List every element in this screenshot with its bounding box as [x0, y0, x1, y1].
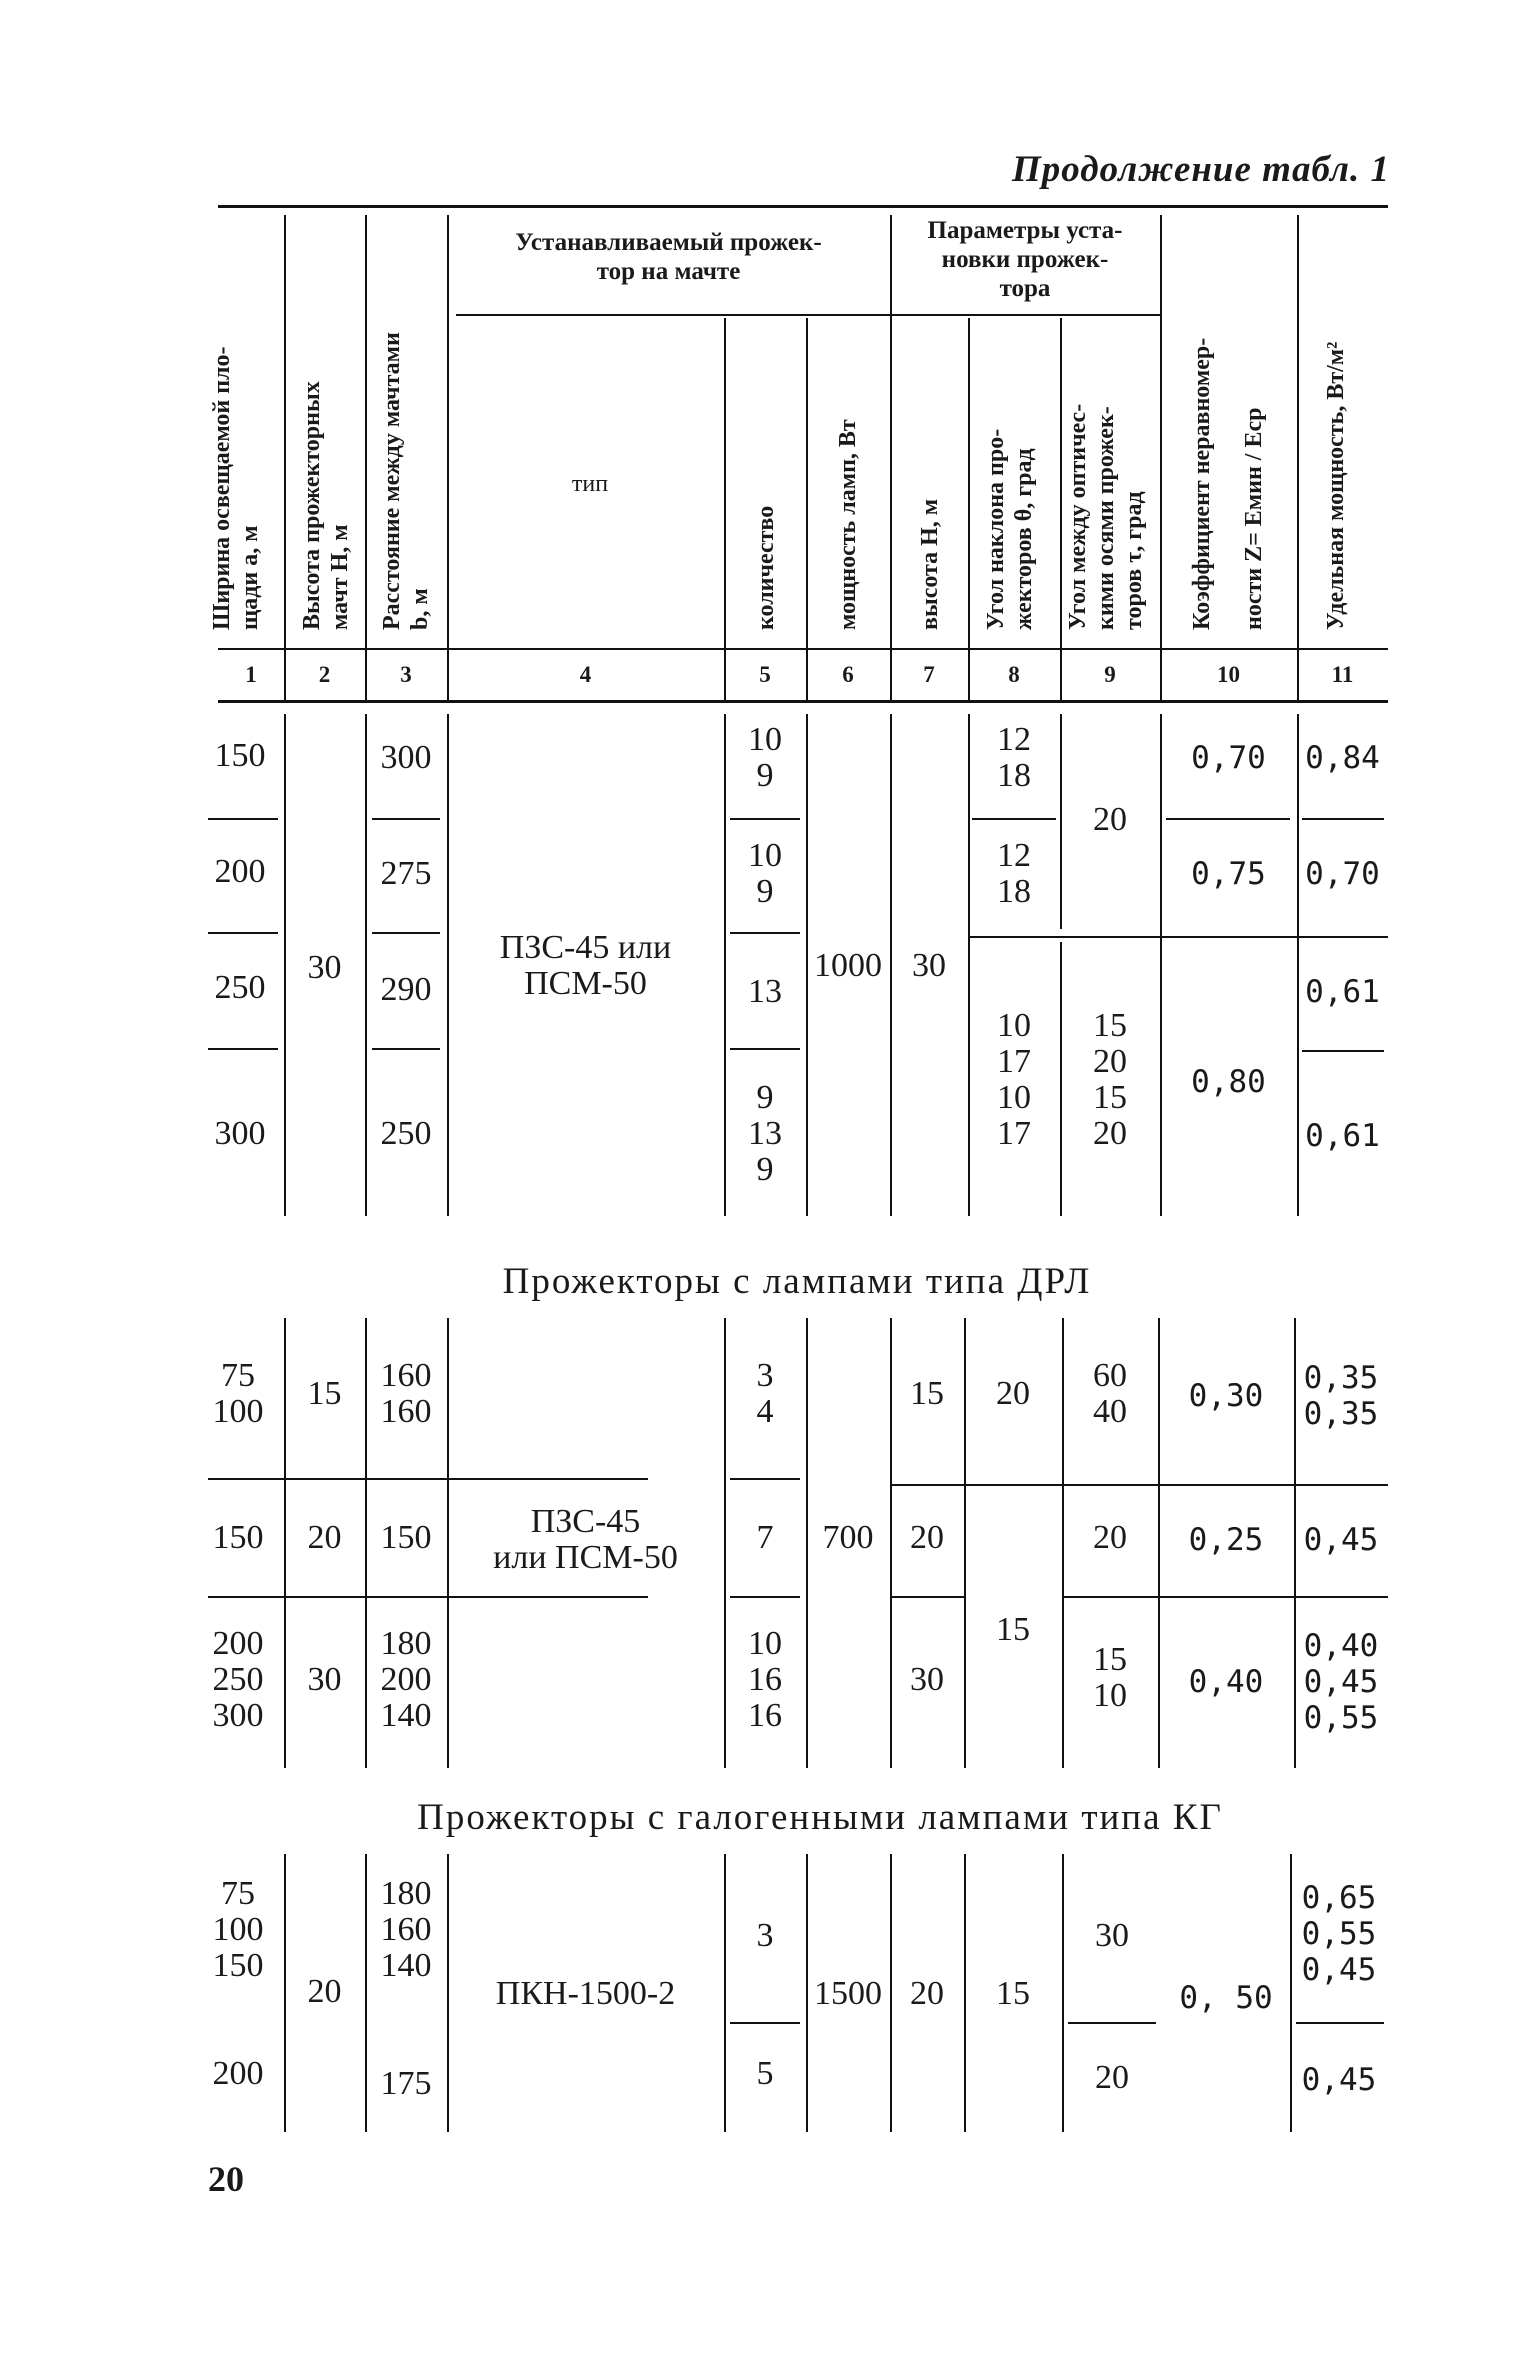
s1-distance: 290	[380, 971, 432, 1008]
s1-distance: 250	[380, 1115, 432, 1152]
s2-row-rule	[1062, 1596, 1388, 1598]
s2-specific-power: 0,45	[1303, 1522, 1379, 1558]
header-sep-9	[1160, 215, 1162, 700]
colnum: 10	[1217, 662, 1240, 687]
s2-mast-height: 15	[307, 1375, 342, 1412]
s1-tilt-angle: 10 17 10 17	[997, 1007, 1031, 1152]
header-lamp-power: мощность ламп, Вт	[835, 419, 861, 630]
s2-mast-height: 20	[307, 1519, 342, 1556]
header-axis-angle: Угол между оптичес- кими осями прожек- торов τ, град	[1065, 403, 1147, 630]
s3-row-rule	[1068, 2022, 1156, 2024]
s1-row-rule	[730, 932, 800, 934]
s1-row-rule	[372, 1048, 440, 1050]
s3-count: 3	[756, 1917, 774, 1954]
s2-nonuniformity: 0,40	[1188, 1664, 1264, 1700]
header-group-params: Параметры уста- новки прожек- тора	[927, 217, 1123, 302]
s1-lamp-power: 1000	[814, 947, 882, 984]
s1-row-rule	[968, 936, 1388, 938]
colnum: 9	[1104, 662, 1116, 687]
s3-mast-height: 20	[307, 1973, 342, 2010]
s2-row-rule	[890, 1484, 1388, 1486]
s1-axis-angle: 20	[1093, 801, 1127, 838]
s2-lamp-power: 700	[822, 1519, 874, 1556]
s2-distance: 160 160	[380, 1357, 432, 1430]
s2-projector-type: ПЗС-45 или ПСМ-50	[493, 1503, 678, 1576]
header-sep-5	[806, 318, 808, 700]
s2-row-rule	[208, 1596, 648, 1598]
s2-distance: 150	[380, 1519, 432, 1556]
s1-count: 13	[748, 973, 782, 1010]
s1-width: 200	[214, 853, 266, 890]
s2-axis-angle: 60 40	[1093, 1357, 1127, 1430]
header-group-projector: Устанавливаемый прожек- тор на мачте	[515, 229, 822, 285]
s2-row-rule	[730, 1478, 800, 1480]
s2-install-height: 20	[910, 1519, 944, 1556]
s1-nonuniformity: 0,75	[1191, 856, 1266, 892]
s1-specific-power: 0,84	[1305, 740, 1380, 776]
header-sep-4	[724, 318, 726, 700]
s1-row-rule	[730, 818, 800, 820]
s2-count: 7	[756, 1519, 774, 1556]
s1-sep	[1160, 714, 1162, 1216]
s3-row-rule	[730, 2022, 800, 2024]
s1-row-rule	[972, 818, 1056, 820]
s2-count: 3 4	[756, 1357, 774, 1430]
header-type: тип	[571, 471, 609, 497]
s3-width: 200	[212, 2055, 264, 2092]
page-number: 20	[208, 2159, 244, 2199]
s1-specific-power: 0,61	[1305, 974, 1380, 1010]
s2-width: 150	[212, 1519, 264, 1556]
s1-count: 10 9	[748, 837, 782, 910]
s1-row-rule	[208, 818, 278, 820]
s1-axis-angle: 15 20 15 20	[1093, 1007, 1127, 1152]
s2-width: 200 250 300	[212, 1625, 264, 1734]
colnum: 3	[400, 662, 412, 687]
s2-nonuniformity: 0,30	[1188, 1378, 1264, 1414]
s1-distance: 275	[380, 855, 432, 892]
s3-specific-power: 0,65 0,55 0,45	[1301, 1880, 1377, 1988]
s2-width: 75 100	[212, 1357, 264, 1430]
s2-nonuniformity: 0,25	[1188, 1522, 1264, 1558]
top-rule	[218, 205, 1388, 208]
colnum: 8	[1008, 662, 1020, 687]
header-sep-3	[447, 215, 449, 700]
colnum: 7	[923, 662, 935, 687]
s3-axis-angle: 20	[1095, 2059, 1129, 2096]
colnum: 6	[842, 662, 854, 687]
s2-install-height: 15	[910, 1375, 944, 1412]
s1-count: 10 9	[748, 721, 782, 794]
s2-mast-height: 30	[307, 1661, 342, 1698]
s1-width: 300	[214, 1115, 266, 1152]
s1-count: 9 13 9	[748, 1079, 782, 1188]
header-nonuniformity: Коэффициент неравномер- ности Z= Eмин / Eср	[1189, 337, 1267, 630]
s2-distance: 180 200 140	[380, 1625, 432, 1734]
s3-row-rule	[1296, 2022, 1384, 2024]
s3-projector-type: ПКН-1500-2	[495, 1975, 676, 2012]
s3-axis-angle: 30	[1095, 1917, 1129, 1954]
s2-axis-angle: 20	[1093, 1519, 1127, 1556]
header-sep-1	[284, 215, 286, 700]
s3-install-height: 20	[910, 1975, 944, 2012]
header-tilt-angle: Угол наклона про- жекторов θ, град	[983, 428, 1037, 630]
s2-specific-power: 0,40 0,45 0,55	[1303, 1628, 1379, 1736]
s1-row-rule	[372, 932, 440, 934]
s1-tilt-angle: 12 18	[997, 837, 1031, 910]
header-mast-height: Высота прожекторных мачт H, м	[299, 381, 353, 630]
s2-tilt-angle: 15	[996, 1611, 1030, 1648]
header-rule	[218, 648, 1388, 650]
s2-specific-power: 0,35 0,35	[1303, 1360, 1379, 1432]
s3-lamp-power: 1500	[814, 1975, 882, 2012]
s2-count: 10 16 16	[748, 1625, 782, 1734]
header-sep-8	[1060, 318, 1062, 700]
s1-row-rule	[208, 1048, 278, 1050]
colnum: 11	[1331, 662, 1354, 687]
s2-row-rule	[890, 1596, 964, 1598]
s3-distance: 175	[380, 2065, 432, 2102]
s3-specific-power: 0,45	[1301, 2062, 1377, 2098]
s1-projector-type: ПЗС-45 или ПСМ-50	[499, 929, 672, 1002]
s2-install-height: 30	[910, 1661, 944, 1698]
s2-row-rule	[208, 1478, 648, 1480]
s1-tilt-angle: 12 18	[997, 721, 1031, 794]
s1-row-rule	[208, 932, 278, 934]
s1-nonuniformity: 0,80	[1191, 1064, 1266, 1100]
section-3-title: Прожекторы с галогенными лампами типа КГ	[417, 1797, 1223, 1838]
header-width: Ширина освещаемой пло- щади a, м	[209, 346, 263, 630]
s1-row-rule	[1302, 1050, 1384, 1052]
section-2-title: Прожекторы с лампами типа ДРЛ	[502, 1261, 1092, 1302]
group-rule	[456, 314, 1162, 316]
s1-row-rule	[730, 1048, 800, 1050]
s1-mast-height: 30	[307, 949, 342, 986]
header-sep-7	[968, 318, 970, 700]
table-caption: Продолжение табл. 1	[1012, 149, 1390, 190]
s2-tilt-angle: 20	[996, 1375, 1030, 1412]
header-count: количество	[753, 505, 779, 630]
colnum: 1	[245, 662, 257, 687]
s1-distance: 300	[380, 739, 432, 776]
s1-row-rule	[372, 818, 440, 820]
s1-width: 250	[214, 969, 266, 1006]
s3-count: 5	[756, 2055, 774, 2092]
s1-row-rule	[1302, 818, 1384, 820]
s3-distance: 180 160 140	[380, 1875, 432, 1984]
colnum-rule	[218, 700, 1388, 703]
s1-specific-power: 0,61	[1305, 1118, 1380, 1154]
colnum: 2	[318, 662, 331, 687]
header-sep-10	[1297, 215, 1299, 700]
colnum: 5	[759, 662, 771, 687]
header-mast-distance: Расстояние между мачтами b, м	[379, 332, 433, 630]
s1-nonuniformity: 0,70	[1191, 740, 1266, 776]
s3-nonuniformity: 0, 50	[1179, 1980, 1273, 2016]
header-sep-2	[365, 215, 367, 700]
s1-row-rule	[1166, 818, 1290, 820]
s1-specific-power: 0,70	[1305, 856, 1380, 892]
header-specific-power: Удельная мощность, Вт/м²	[1323, 341, 1349, 630]
s3-tilt-angle: 15	[996, 1975, 1030, 2012]
s1-width: 150	[214, 737, 266, 774]
s2-row-rule	[730, 1596, 800, 1598]
s2-axis-angle: 15 10	[1093, 1641, 1127, 1714]
s3-width: 75 100 150	[212, 1875, 264, 1984]
s1-install-height: 30	[912, 947, 946, 984]
colnum: 4	[579, 662, 592, 687]
header-install-height: высота H, м	[917, 498, 943, 630]
